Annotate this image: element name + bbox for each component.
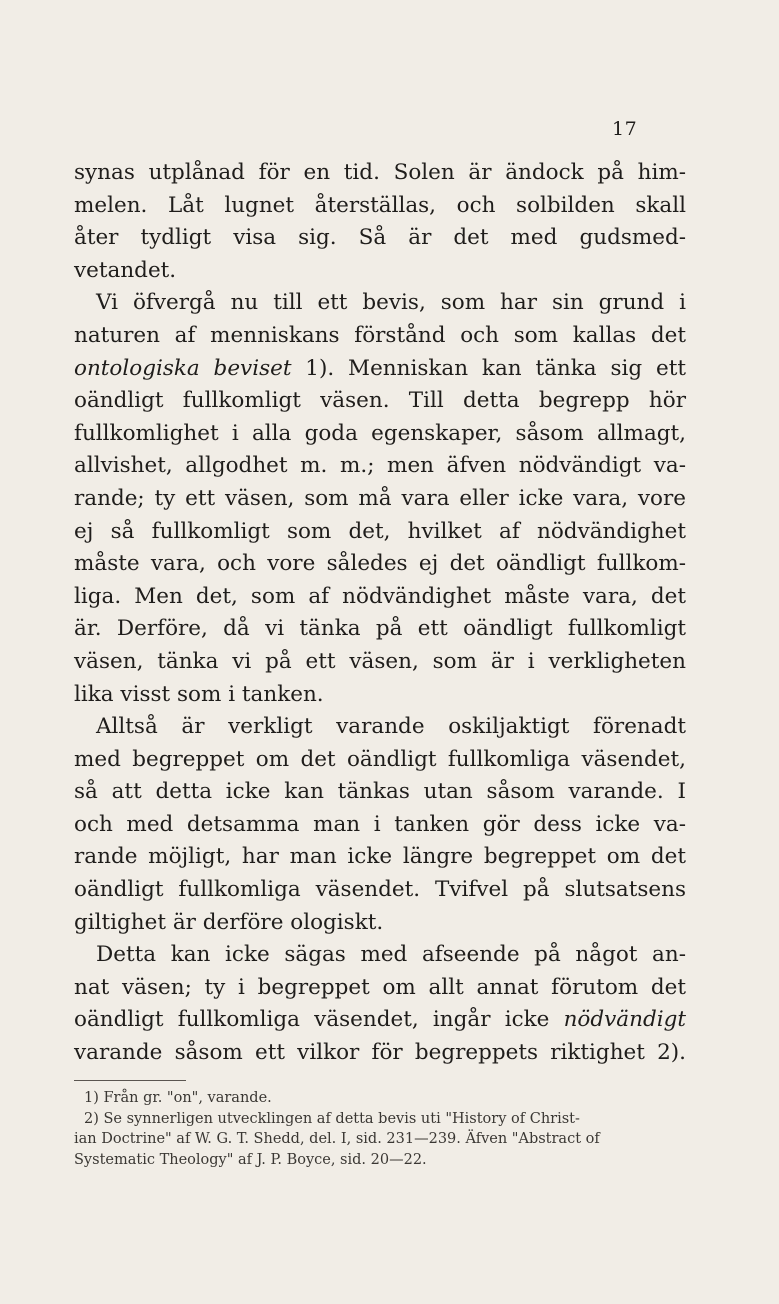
text-line: så att detta icke kan tänkas utan såsom varande. I xyxy=(74,779,686,805)
footnotes xyxy=(74,1088,686,1170)
text-line: åter tydligt visa sig. Så är det med gudsmed- xyxy=(74,225,686,251)
text-line: lika visst som i tanken. xyxy=(74,681,324,707)
text-line: och med detsamma man i tanken gör dess icke va- xyxy=(74,811,686,837)
text-line: giltighet är derföre ologiskt. xyxy=(74,909,384,935)
text-line: allvishet, allgodhet m. m.; men äfven nödvändigt va- xyxy=(74,453,686,479)
italic-term: nödvändigt xyxy=(563,1007,686,1033)
text-line: naturen af menniskans förstånd och som kallas det xyxy=(74,322,686,348)
text-line: oändligt fullkomligt väsen. Till detta begrepp hör xyxy=(74,388,686,414)
page-number: 17 xyxy=(612,118,638,140)
text-line: rande möjligt, har man icke längre begreppet om det xyxy=(74,844,686,870)
text-line: med begreppet om det oändligt fullkomliga väsendet, xyxy=(74,746,686,772)
text-line: oändligt fullkomliga väsendet. Tvifvel på slutsatsens xyxy=(74,877,686,903)
footnote-line: 2) Se synnerligen utvecklingen af detta bevis uti "History of Christ- xyxy=(84,1110,580,1127)
footnote-line: ian Doctrine" af W. G. T. Shedd, del. I, sid. 231—239. Äfven "Abstract of xyxy=(74,1131,600,1147)
text-line: fullkomlighet i alla goda egenskaper, såsom allmagt, xyxy=(74,420,686,446)
text-line: melen. Låt lugnet återställas, och solbilden skall xyxy=(74,192,686,218)
footnote-line: 1) Från gr. "on", varande. xyxy=(84,1090,272,1106)
text-line: Alltså är verkligt varande oskiljaktigt förenadt xyxy=(96,714,686,740)
text-segment: 1). Menniskan kan tänka sig ett xyxy=(291,355,686,381)
text-line: Detta kan icke sägas med afseende på något an- xyxy=(96,942,686,968)
text-line: varande såsom ett vilkor för begreppets riktighet 2). xyxy=(74,1040,686,1066)
text-line xyxy=(74,353,686,386)
body-text xyxy=(74,157,686,1070)
text-line: Vi öfvergå nu till ett bevis, som har sin grund i xyxy=(96,290,686,316)
text-line: rande; ty ett väsen, som må vara eller icke vara, vore xyxy=(74,485,686,511)
text-line: väsen, tänka vi på ett väsen, som är i verkligheten xyxy=(74,648,686,674)
text-line xyxy=(74,1004,686,1037)
text-line: nat väsen; ty i begreppet om allt annat förutom det xyxy=(74,974,686,1000)
text-line: måste vara, och vore således ej det oändligt fullkom- xyxy=(74,551,686,577)
text-line: är. Derföre, då vi tänka på ett oändligt fullkomligt xyxy=(74,616,686,642)
footnote-divider xyxy=(74,1080,186,1081)
text-line: synas utplånad för en tid. Solen är ändock på him- xyxy=(74,160,686,185)
text-segment: oändligt fullkomliga väsendet, ingår icke xyxy=(74,1007,564,1033)
text-line: ej så fullkomligt som det, hvilket af nödvändighet xyxy=(74,518,686,544)
text-line: liga. Men det, som af nödvändighet måste vara, det xyxy=(74,583,686,609)
footnote-line: Systematic Theology" af J. P. Boyce, sid. 20—22. xyxy=(74,1151,427,1168)
text-line: vetandet. xyxy=(74,257,177,283)
italic-term: ontologiska beviset xyxy=(74,355,292,381)
